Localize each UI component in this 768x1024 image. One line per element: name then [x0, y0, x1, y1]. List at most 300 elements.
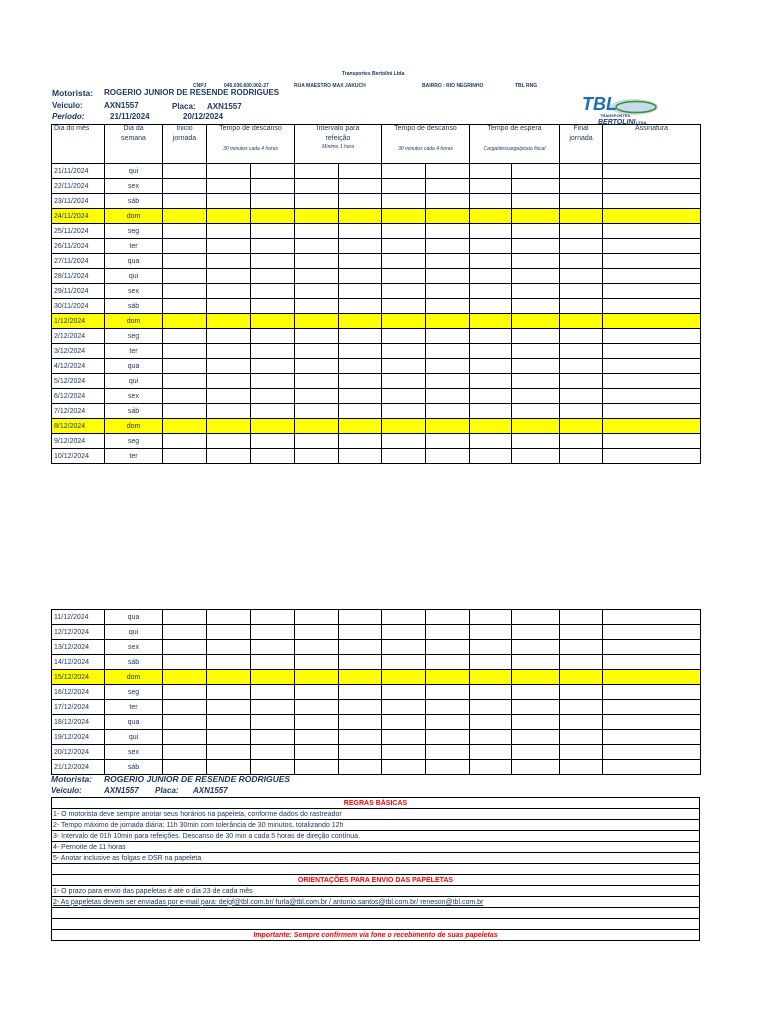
time-entry-cell[interactable]: [207, 314, 251, 329]
time-entry-cell[interactable]: [382, 625, 426, 640]
time-entry-cell[interactable]: [426, 655, 470, 670]
time-entry-cell[interactable]: [470, 344, 512, 359]
time-entry-cell[interactable]: [163, 745, 207, 760]
time-entry-cell[interactable]: [426, 419, 470, 434]
time-entry-cell[interactable]: [382, 640, 426, 655]
time-entry-cell[interactable]: [512, 194, 560, 209]
time-entry-cell[interactable]: [470, 760, 512, 775]
time-entry-cell[interactable]: [163, 164, 207, 179]
time-entry-cell[interactable]: [207, 655, 251, 670]
time-entry-cell[interactable]: [207, 344, 251, 359]
time-entry-cell[interactable]: [207, 745, 251, 760]
time-entry-cell[interactable]: [382, 715, 426, 730]
time-entry-cell[interactable]: [470, 269, 512, 284]
time-entry-cell[interactable]: [295, 434, 339, 449]
time-entry-cell[interactable]: [512, 715, 560, 730]
time-entry-cell[interactable]: [382, 344, 426, 359]
time-entry-cell[interactable]: [560, 269, 603, 284]
time-entry-cell[interactable]: [207, 239, 251, 254]
time-entry-cell[interactable]: [470, 359, 512, 374]
time-entry-cell[interactable]: [603, 655, 701, 670]
time-entry-cell[interactable]: [207, 224, 251, 239]
time-entry-cell[interactable]: [251, 329, 295, 344]
time-entry-cell[interactable]: [560, 404, 603, 419]
time-entry-cell[interactable]: [603, 284, 701, 299]
time-entry-cell[interactable]: [603, 209, 701, 224]
time-entry-cell[interactable]: [207, 389, 251, 404]
time-entry-cell[interactable]: [512, 269, 560, 284]
time-entry-cell[interactable]: [470, 685, 512, 700]
time-entry-cell[interactable]: [163, 730, 207, 745]
time-entry-cell[interactable]: [603, 730, 701, 745]
time-entry-cell[interactable]: [163, 359, 207, 374]
time-entry-cell[interactable]: [426, 179, 470, 194]
time-entry-cell[interactable]: [560, 209, 603, 224]
time-entry-cell[interactable]: [470, 419, 512, 434]
time-entry-cell[interactable]: [512, 685, 560, 700]
time-entry-cell[interactable]: [603, 224, 701, 239]
time-entry-cell[interactable]: [560, 254, 603, 269]
time-entry-cell[interactable]: [426, 299, 470, 314]
time-entry-cell[interactable]: [603, 404, 701, 419]
time-entry-cell[interactable]: [382, 449, 426, 464]
time-entry-cell[interactable]: [339, 404, 382, 419]
time-entry-cell[interactable]: [603, 685, 701, 700]
time-entry-cell[interactable]: [560, 284, 603, 299]
time-entry-cell[interactable]: [295, 389, 339, 404]
time-entry-cell[interactable]: [426, 239, 470, 254]
time-entry-cell[interactable]: [251, 715, 295, 730]
time-entry-cell[interactable]: [560, 329, 603, 344]
time-entry-cell[interactable]: [207, 715, 251, 730]
time-entry-cell[interactable]: [163, 610, 207, 625]
time-entry-cell[interactable]: [251, 730, 295, 745]
time-entry-cell[interactable]: [295, 760, 339, 775]
time-entry-cell[interactable]: [163, 670, 207, 685]
time-entry-cell[interactable]: [251, 745, 295, 760]
time-entry-cell[interactable]: [426, 640, 470, 655]
time-entry-cell[interactable]: [470, 299, 512, 314]
time-entry-cell[interactable]: [426, 329, 470, 344]
time-entry-cell[interactable]: [163, 179, 207, 194]
time-entry-cell[interactable]: [603, 389, 701, 404]
time-entry-cell[interactable]: [295, 374, 339, 389]
time-entry-cell[interactable]: [163, 254, 207, 269]
time-entry-cell[interactable]: [163, 404, 207, 419]
time-entry-cell[interactable]: [163, 194, 207, 209]
time-entry-cell[interactable]: [470, 700, 512, 715]
time-entry-cell[interactable]: [339, 715, 382, 730]
time-entry-cell[interactable]: [512, 329, 560, 344]
time-entry-cell[interactable]: [603, 449, 701, 464]
time-entry-cell[interactable]: [207, 730, 251, 745]
time-entry-cell[interactable]: [295, 449, 339, 464]
time-entry-cell[interactable]: [426, 269, 470, 284]
time-entry-cell[interactable]: [470, 329, 512, 344]
time-entry-cell[interactable]: [470, 404, 512, 419]
time-entry-cell[interactable]: [382, 745, 426, 760]
time-entry-cell[interactable]: [603, 434, 701, 449]
time-entry-cell[interactable]: [251, 344, 295, 359]
time-entry-cell[interactable]: [470, 224, 512, 239]
time-entry-cell[interactable]: [603, 625, 701, 640]
time-entry-cell[interactable]: [163, 284, 207, 299]
time-entry-cell[interactable]: [207, 359, 251, 374]
time-entry-cell[interactable]: [163, 625, 207, 640]
time-entry-cell[interactable]: [382, 655, 426, 670]
time-entry-cell[interactable]: [251, 434, 295, 449]
time-entry-cell[interactable]: [603, 359, 701, 374]
time-entry-cell[interactable]: [207, 419, 251, 434]
time-entry-cell[interactable]: [295, 239, 339, 254]
time-entry-cell[interactable]: [603, 670, 701, 685]
time-entry-cell[interactable]: [560, 625, 603, 640]
time-entry-cell[interactable]: [560, 224, 603, 239]
time-entry-cell[interactable]: [295, 640, 339, 655]
time-entry-cell[interactable]: [603, 194, 701, 209]
time-entry-cell[interactable]: [603, 164, 701, 179]
time-entry-cell[interactable]: [339, 254, 382, 269]
time-entry-cell[interactable]: [251, 209, 295, 224]
time-entry-cell[interactable]: [339, 389, 382, 404]
time-entry-cell[interactable]: [163, 655, 207, 670]
time-entry-cell[interactable]: [512, 374, 560, 389]
time-entry-cell[interactable]: [339, 685, 382, 700]
time-entry-cell[interactable]: [512, 209, 560, 224]
time-entry-cell[interactable]: [295, 655, 339, 670]
time-entry-cell[interactable]: [470, 625, 512, 640]
time-entry-cell[interactable]: [295, 610, 339, 625]
time-entry-cell[interactable]: [251, 640, 295, 655]
time-entry-cell[interactable]: [251, 179, 295, 194]
time-entry-cell[interactable]: [295, 730, 339, 745]
time-entry-cell[interactable]: [470, 434, 512, 449]
time-entry-cell[interactable]: [382, 730, 426, 745]
time-entry-cell[interactable]: [163, 419, 207, 434]
time-entry-cell[interactable]: [339, 670, 382, 685]
time-entry-cell[interactable]: [512, 224, 560, 239]
time-entry-cell[interactable]: [163, 314, 207, 329]
time-entry-cell[interactable]: [426, 434, 470, 449]
time-entry-cell[interactable]: [207, 254, 251, 269]
time-entry-cell[interactable]: [512, 419, 560, 434]
time-entry-cell[interactable]: [603, 745, 701, 760]
time-entry-cell[interactable]: [512, 254, 560, 269]
time-entry-cell[interactable]: [470, 389, 512, 404]
time-entry-cell[interactable]: [295, 254, 339, 269]
time-entry-cell[interactable]: [560, 610, 603, 625]
time-entry-cell[interactable]: [339, 419, 382, 434]
time-entry-cell[interactable]: [426, 224, 470, 239]
time-entry-cell[interactable]: [512, 449, 560, 464]
time-entry-cell[interactable]: [426, 359, 470, 374]
time-entry-cell[interactable]: [163, 299, 207, 314]
time-entry-cell[interactable]: [339, 625, 382, 640]
time-entry-cell[interactable]: [603, 269, 701, 284]
time-entry-cell[interactable]: [512, 389, 560, 404]
time-entry-cell[interactable]: [470, 640, 512, 655]
time-entry-cell[interactable]: [512, 730, 560, 745]
time-entry-cell[interactable]: [251, 404, 295, 419]
time-entry-cell[interactable]: [251, 670, 295, 685]
time-entry-cell[interactable]: [560, 194, 603, 209]
time-entry-cell[interactable]: [603, 314, 701, 329]
time-entry-cell[interactable]: [560, 419, 603, 434]
time-entry-cell[interactable]: [426, 344, 470, 359]
time-entry-cell[interactable]: [295, 625, 339, 640]
time-entry-cell[interactable]: [426, 209, 470, 224]
time-entry-cell[interactable]: [470, 209, 512, 224]
time-entry-cell[interactable]: [512, 640, 560, 655]
time-entry-cell[interactable]: [339, 299, 382, 314]
time-entry-cell[interactable]: [251, 299, 295, 314]
time-entry-cell[interactable]: [295, 670, 339, 685]
time-entry-cell[interactable]: [470, 284, 512, 299]
time-entry-cell[interactable]: [207, 760, 251, 775]
time-entry-cell[interactable]: [603, 299, 701, 314]
time-entry-cell[interactable]: [512, 164, 560, 179]
time-entry-cell[interactable]: [295, 404, 339, 419]
time-entry-cell[interactable]: [339, 269, 382, 284]
time-entry-cell[interactable]: [339, 610, 382, 625]
time-entry-cell[interactable]: [295, 344, 339, 359]
time-entry-cell[interactable]: [295, 164, 339, 179]
time-entry-cell[interactable]: [470, 730, 512, 745]
time-entry-cell[interactable]: [426, 730, 470, 745]
time-entry-cell[interactable]: [470, 314, 512, 329]
time-entry-cell[interactable]: [163, 760, 207, 775]
time-entry-cell[interactable]: [512, 404, 560, 419]
time-entry-cell[interactable]: [560, 685, 603, 700]
time-entry-cell[interactable]: [382, 670, 426, 685]
time-entry-cell[interactable]: [207, 449, 251, 464]
time-entry-cell[interactable]: [382, 610, 426, 625]
time-entry-cell[interactable]: [339, 760, 382, 775]
time-entry-cell[interactable]: [339, 314, 382, 329]
time-entry-cell[interactable]: [163, 239, 207, 254]
time-entry-cell[interactable]: [163, 449, 207, 464]
time-entry-cell[interactable]: [207, 164, 251, 179]
time-entry-cell[interactable]: [512, 610, 560, 625]
time-entry-cell[interactable]: [426, 610, 470, 625]
time-entry-cell[interactable]: [339, 344, 382, 359]
time-entry-cell[interactable]: [512, 745, 560, 760]
time-entry-cell[interactable]: [382, 434, 426, 449]
time-entry-cell[interactable]: [512, 760, 560, 775]
time-entry-cell[interactable]: [207, 640, 251, 655]
time-entry-cell[interactable]: [512, 700, 560, 715]
time-entry-cell[interactable]: [207, 434, 251, 449]
time-entry-cell[interactable]: [339, 655, 382, 670]
time-entry-cell[interactable]: [207, 374, 251, 389]
time-entry-cell[interactable]: [295, 329, 339, 344]
time-entry-cell[interactable]: [560, 434, 603, 449]
time-entry-cell[interactable]: [295, 685, 339, 700]
time-entry-cell[interactable]: [512, 284, 560, 299]
time-entry-cell[interactable]: [163, 685, 207, 700]
time-entry-cell[interactable]: [295, 700, 339, 715]
time-entry-cell[interactable]: [251, 239, 295, 254]
time-entry-cell[interactable]: [560, 164, 603, 179]
time-entry-cell[interactable]: [339, 329, 382, 344]
time-entry-cell[interactable]: [382, 239, 426, 254]
time-entry-cell[interactable]: [512, 434, 560, 449]
time-entry-cell[interactable]: [339, 640, 382, 655]
time-entry-cell[interactable]: [426, 715, 470, 730]
time-entry-cell[interactable]: [207, 209, 251, 224]
time-entry-cell[interactable]: [470, 610, 512, 625]
time-entry-cell[interactable]: [603, 419, 701, 434]
time-entry-cell[interactable]: [426, 389, 470, 404]
time-entry-cell[interactable]: [295, 359, 339, 374]
time-entry-cell[interactable]: [295, 314, 339, 329]
time-entry-cell[interactable]: [207, 329, 251, 344]
time-entry-cell[interactable]: [426, 760, 470, 775]
time-entry-cell[interactable]: [603, 760, 701, 775]
time-entry-cell[interactable]: [382, 685, 426, 700]
time-entry-cell[interactable]: [295, 194, 339, 209]
time-entry-cell[interactable]: [470, 655, 512, 670]
time-entry-cell[interactable]: [560, 344, 603, 359]
time-entry-cell[interactable]: [603, 715, 701, 730]
time-entry-cell[interactable]: [163, 209, 207, 224]
time-entry-cell[interactable]: [339, 164, 382, 179]
time-entry-cell[interactable]: [339, 700, 382, 715]
time-entry-cell[interactable]: [163, 640, 207, 655]
time-entry-cell[interactable]: [163, 344, 207, 359]
time-entry-cell[interactable]: [207, 404, 251, 419]
time-entry-cell[interactable]: [560, 179, 603, 194]
time-entry-cell[interactable]: [603, 329, 701, 344]
time-entry-cell[interactable]: [603, 179, 701, 194]
time-entry-cell[interactable]: [603, 344, 701, 359]
time-entry-cell[interactable]: [382, 700, 426, 715]
time-entry-cell[interactable]: [251, 610, 295, 625]
time-entry-cell[interactable]: [470, 254, 512, 269]
time-entry-cell[interactable]: [382, 179, 426, 194]
time-entry-cell[interactable]: [207, 194, 251, 209]
time-entry-cell[interactable]: [560, 670, 603, 685]
time-entry-cell[interactable]: [339, 239, 382, 254]
time-entry-cell[interactable]: [426, 670, 470, 685]
time-entry-cell[interactable]: [560, 745, 603, 760]
time-entry-cell[interactable]: [207, 179, 251, 194]
time-entry-cell[interactable]: [603, 700, 701, 715]
time-entry-cell[interactable]: [163, 700, 207, 715]
time-entry-cell[interactable]: [426, 700, 470, 715]
time-entry-cell[interactable]: [251, 254, 295, 269]
time-entry-cell[interactable]: [512, 625, 560, 640]
orient-item-emails[interactable]: 2- As papeletas devem ser enviadas por e-mail para: delgf@tbl.com.br/ furla@tbl.com.br / antonio.santos@tbl.com.br/ reneson@tbl.com.br: [52, 897, 700, 908]
time-entry-cell[interactable]: [382, 284, 426, 299]
time-entry-cell[interactable]: [295, 745, 339, 760]
time-entry-cell[interactable]: [382, 359, 426, 374]
time-entry-cell[interactable]: [470, 194, 512, 209]
time-entry-cell[interactable]: [560, 299, 603, 314]
time-entry-cell[interactable]: [163, 224, 207, 239]
time-entry-cell[interactable]: [251, 389, 295, 404]
time-entry-cell[interactable]: [470, 715, 512, 730]
time-entry-cell[interactable]: [512, 359, 560, 374]
time-entry-cell[interactable]: [382, 164, 426, 179]
time-entry-cell[interactable]: [603, 640, 701, 655]
time-entry-cell[interactable]: [426, 625, 470, 640]
time-entry-cell[interactable]: [560, 760, 603, 775]
time-entry-cell[interactable]: [426, 685, 470, 700]
time-entry-cell[interactable]: [470, 374, 512, 389]
time-entry-cell[interactable]: [339, 359, 382, 374]
time-entry-cell[interactable]: [251, 685, 295, 700]
time-entry-cell[interactable]: [470, 179, 512, 194]
time-entry-cell[interactable]: [207, 670, 251, 685]
time-entry-cell[interactable]: [470, 670, 512, 685]
time-entry-cell[interactable]: [426, 745, 470, 760]
time-entry-cell[interactable]: [163, 374, 207, 389]
time-entry-cell[interactable]: [382, 194, 426, 209]
time-entry-cell[interactable]: [251, 269, 295, 284]
time-entry-cell[interactable]: [382, 299, 426, 314]
time-entry-cell[interactable]: [295, 224, 339, 239]
time-entry-cell[interactable]: [426, 314, 470, 329]
time-entry-cell[interactable]: [560, 239, 603, 254]
time-entry-cell[interactable]: [295, 269, 339, 284]
time-entry-cell[interactable]: [560, 700, 603, 715]
time-entry-cell[interactable]: [339, 194, 382, 209]
time-entry-cell[interactable]: [603, 254, 701, 269]
time-entry-cell[interactable]: [207, 299, 251, 314]
time-entry-cell[interactable]: [470, 449, 512, 464]
time-entry-cell[interactable]: [339, 179, 382, 194]
time-entry-cell[interactable]: [295, 715, 339, 730]
time-entry-cell[interactable]: [560, 359, 603, 374]
time-entry-cell[interactable]: [512, 655, 560, 670]
time-entry-cell[interactable]: [560, 314, 603, 329]
time-entry-cell[interactable]: [207, 700, 251, 715]
time-entry-cell[interactable]: [251, 359, 295, 374]
time-entry-cell[interactable]: [512, 314, 560, 329]
time-entry-cell[interactable]: [426, 194, 470, 209]
time-entry-cell[interactable]: [339, 449, 382, 464]
time-entry-cell[interactable]: [251, 419, 295, 434]
time-entry-cell[interactable]: [382, 329, 426, 344]
time-entry-cell[interactable]: [251, 625, 295, 640]
time-entry-cell[interactable]: [251, 700, 295, 715]
time-entry-cell[interactable]: [207, 284, 251, 299]
time-entry-cell[interactable]: [382, 269, 426, 284]
time-entry-cell[interactable]: [560, 640, 603, 655]
time-entry-cell[interactable]: [339, 745, 382, 760]
time-entry-cell[interactable]: [163, 389, 207, 404]
time-entry-cell[interactable]: [339, 730, 382, 745]
time-entry-cell[interactable]: [382, 224, 426, 239]
time-entry-cell[interactable]: [339, 374, 382, 389]
time-entry-cell[interactable]: [295, 284, 339, 299]
time-entry-cell[interactable]: [382, 209, 426, 224]
time-entry-cell[interactable]: [426, 254, 470, 269]
time-entry-cell[interactable]: [163, 329, 207, 344]
time-entry-cell[interactable]: [339, 224, 382, 239]
time-entry-cell[interactable]: [207, 269, 251, 284]
time-entry-cell[interactable]: [295, 179, 339, 194]
time-entry-cell[interactable]: [251, 760, 295, 775]
time-entry-cell[interactable]: [382, 314, 426, 329]
time-entry-cell[interactable]: [426, 404, 470, 419]
time-entry-cell[interactable]: [426, 374, 470, 389]
time-entry-cell[interactable]: [382, 760, 426, 775]
time-entry-cell[interactable]: [512, 299, 560, 314]
time-entry-cell[interactable]: [207, 685, 251, 700]
time-entry-cell[interactable]: [382, 254, 426, 269]
